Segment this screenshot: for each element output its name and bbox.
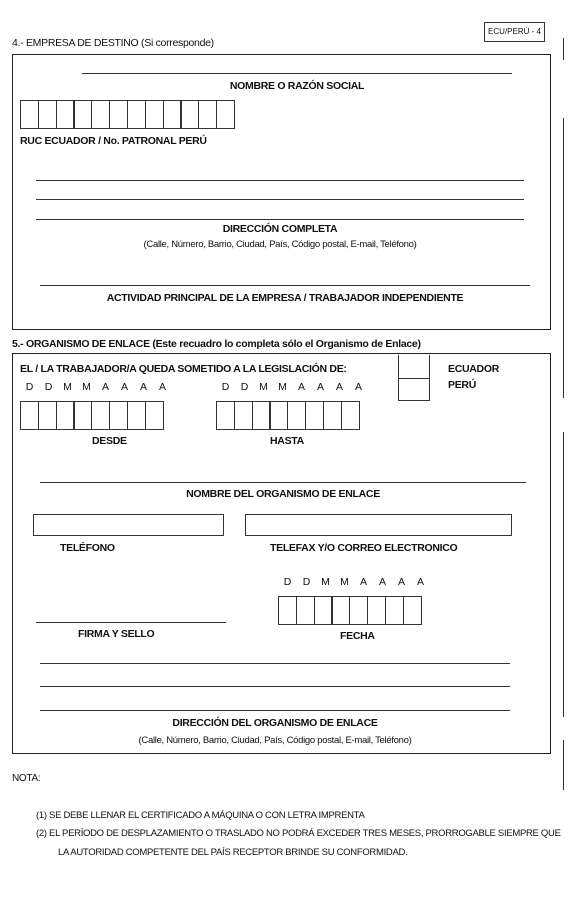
digit-label: D: [25, 381, 34, 393]
date-box[interactable]: [341, 401, 360, 430]
margin-mark: [563, 38, 564, 60]
ruc-label: RUC ECUADOR / No. PATRONAL PERÚ: [20, 135, 207, 147]
date-box[interactable]: [314, 596, 333, 625]
address-line-3[interactable]: [36, 219, 524, 220]
legislation-label: EL / LA TRABAJADOR/A QUEDA SOMETIDO A LA LEGISLACIÓN DE:: [20, 363, 347, 375]
note-item: (2) EL PERÍODO DE DESPLAZAMIENTO O TRASLADO NO PODRÁ EXCEDER TRES MESES, PRORROGABLE SIEMPRE QUE: [36, 828, 561, 839]
org-name-label: NOMBRE DEL ORGANISMO DE ENLACE: [186, 488, 380, 500]
sign-date-boxes: [278, 596, 421, 625]
digit-label: A: [416, 576, 424, 588]
ruc-boxes: [20, 100, 234, 129]
company-name-line[interactable]: [82, 73, 512, 74]
digit-label: M: [259, 381, 268, 393]
activity-line[interactable]: [40, 285, 530, 286]
ruc-box[interactable]: [109, 100, 128, 129]
digit-label: A: [335, 381, 343, 393]
to-date-digits: [216, 381, 368, 393]
digit-label: A: [139, 381, 147, 393]
phone-label: TELÉFONO: [60, 542, 115, 554]
ruc-box[interactable]: [163, 100, 182, 129]
from-date-digits: [20, 381, 172, 393]
activity-label: ACTIVIDAD PRINCIPAL DE LA EMPRESA / TRABAJADOR INDEPENDIENTE: [106, 292, 464, 304]
date-box[interactable]: [269, 401, 288, 430]
digit-label: A: [297, 381, 305, 393]
date-box[interactable]: [296, 596, 315, 625]
org-address-line-1[interactable]: [40, 663, 510, 664]
date-box[interactable]: [403, 596, 422, 625]
ruc-box[interactable]: [20, 100, 39, 129]
note-item: (1) SE DEBE LLENAR EL CERTIFICADO A MÁQUINA O CON LETRA IMPRENTA: [36, 810, 365, 821]
digit-label: M: [63, 381, 72, 393]
date-box[interactable]: [252, 401, 271, 430]
to-date-boxes: [216, 401, 359, 430]
digit-label: D: [283, 576, 292, 588]
date-box[interactable]: [278, 596, 297, 625]
margin-mark: [563, 432, 564, 717]
section4-frame: [12, 54, 551, 330]
digit-label: A: [316, 381, 324, 393]
section5-title: 5.- ORGANISMO DE ENLACE (Este recuadro lo completa sólo el Organismo de Enlace): [12, 338, 421, 350]
company-name-label: NOMBRE O RAZÓN SOCIAL: [229, 80, 365, 92]
signature-line[interactable]: [36, 622, 226, 623]
org-address-line-3[interactable]: [40, 710, 510, 711]
country-checkboxes: [398, 355, 430, 400]
ruc-box[interactable]: [127, 100, 146, 129]
digit-label: M: [340, 576, 349, 588]
digit-label: M: [82, 381, 91, 393]
ruc-box[interactable]: [145, 100, 164, 129]
margin-mark: [563, 740, 564, 790]
address-hint: (Calle, Número, Barrio, Ciudad, País, Código postal, E-mail, Teléfono): [143, 239, 417, 250]
address-line-2[interactable]: [36, 199, 524, 200]
date-box[interactable]: [367, 596, 386, 625]
digit-label: A: [359, 576, 367, 588]
date-box[interactable]: [234, 401, 253, 430]
org-address-hint: (Calle, Número, Barrio, Ciudad, País, Código postal, E-mail, Teléfono): [138, 735, 412, 746]
date-box[interactable]: [145, 401, 164, 430]
date-box[interactable]: [109, 401, 128, 430]
from-date-boxes: [20, 401, 163, 430]
fax-email-label: TELEFAX Y/O CORREO ELECTRONICO: [270, 542, 458, 554]
ruc-box[interactable]: [56, 100, 75, 129]
from-label: DESDE: [92, 435, 127, 447]
digit-label: D: [302, 576, 311, 588]
ruc-box[interactable]: [198, 100, 217, 129]
ruc-box[interactable]: [38, 100, 57, 129]
org-name-line[interactable]: [40, 482, 526, 483]
digit-label: D: [44, 381, 53, 393]
date-label: FECHA: [340, 630, 375, 642]
date-box[interactable]: [73, 401, 92, 430]
date-box[interactable]: [20, 401, 39, 430]
digit-label: A: [120, 381, 128, 393]
phone-field[interactable]: [33, 514, 224, 536]
digit-label: M: [321, 576, 330, 588]
org-address-line-2[interactable]: [40, 686, 510, 687]
date-box[interactable]: [305, 401, 324, 430]
date-box[interactable]: [216, 401, 235, 430]
date-box[interactable]: [323, 401, 342, 430]
sign-date-digits: [278, 576, 430, 588]
fax-email-field[interactable]: [245, 514, 512, 536]
form-badge: ECU/PERÚ - 4: [484, 22, 545, 42]
digit-label: A: [378, 576, 386, 588]
margin-mark: [563, 118, 564, 398]
country-peru-label: PERÚ: [448, 379, 476, 391]
to-label: HASTA: [270, 435, 304, 447]
digit-label: A: [101, 381, 109, 393]
date-box[interactable]: [56, 401, 75, 430]
date-box[interactable]: [349, 596, 368, 625]
date-box[interactable]: [38, 401, 57, 430]
section4-title: 4.- EMPRESA DE DESTINO (Si corresponde): [12, 37, 214, 49]
date-box[interactable]: [127, 401, 146, 430]
country-ecuador-label: ECUADOR: [448, 363, 499, 375]
digit-label: A: [354, 381, 362, 393]
digit-label: M: [278, 381, 287, 393]
digit-label: A: [158, 381, 166, 393]
address-line-1[interactable]: [36, 180, 524, 181]
ruc-box[interactable]: [180, 100, 199, 129]
digit-label: D: [240, 381, 249, 393]
signature-label: FIRMA Y SELLO: [78, 628, 155, 640]
date-box[interactable]: [385, 596, 404, 625]
ruc-box[interactable]: [216, 100, 235, 129]
org-address-label: DIRECCIÓN DEL ORGANISMO DE ENLACE: [172, 717, 378, 729]
ruc-box[interactable]: [91, 100, 110, 129]
ruc-box[interactable]: [73, 100, 92, 129]
digit-label: D: [221, 381, 230, 393]
date-box[interactable]: [331, 596, 350, 625]
date-box[interactable]: [91, 401, 110, 430]
notes-title: NOTA:: [12, 773, 41, 784]
date-box[interactable]: [287, 401, 306, 430]
ecuador-checkbox[interactable]: [398, 355, 430, 379]
address-label: DIRECCIÓN COMPLETA: [222, 223, 338, 235]
note-item: LA AUTORIDAD COMPETENTE DEL PAÍS RECEPTOR BRINDE SU CONFORMIDAD.: [58, 847, 408, 858]
peru-checkbox[interactable]: [398, 378, 430, 401]
digit-label: A: [397, 576, 405, 588]
